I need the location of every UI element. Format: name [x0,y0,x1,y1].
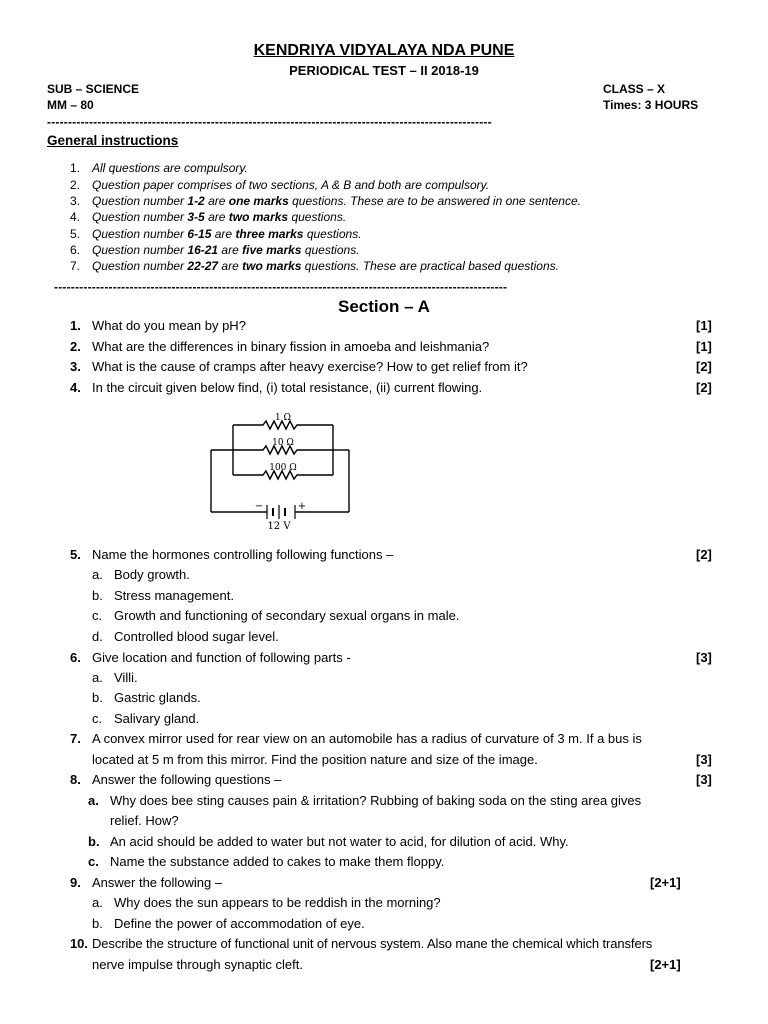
question-5-part: d. Controlled blood sugar level. [92,629,279,644]
circuit-diagram [205,405,355,535]
question-5-part: a. Body growth. [92,567,190,582]
question-8-part-a: a. Why does bee sting causes pain & irritation? Rubbing of baking soda on the sting area gives [88,793,642,808]
question-7-line-2: located at 5 m from this mirror. Find the position nature and size of the image. [92,752,538,767]
section-title: Section – A [338,297,430,316]
instruction-item: 7. Question number 22-27 are two marks questions. These are practical based questions. [70,259,559,273]
instruction-item: 1. All questions are compulsory. [70,161,248,175]
school-title: KENDRIYA VIDYALAYA NDA PUNE [253,42,515,59]
time-label: Times: 3 HOURS [603,98,699,112]
instruction-item: 5. Question number 6-15 are three marks questions. [70,227,362,241]
subject-label: SUB – SCIENCE [47,82,140,96]
question-9: 9. Answer the following – [70,875,223,890]
question-3-marks: [2] [696,359,712,374]
question-6-part: c. Salivary gland. [92,711,200,726]
question-9-part: a. Why does the sun appears to be reddish in the morning? [92,895,441,910]
question-10-marks: [2+1] [650,957,681,972]
question-9-marks: [2+1] [650,875,681,890]
question-3: 3. What is the cause of cramps after heavy exercise? How to get relief from it? [70,359,528,374]
question-5-marks: [2] [696,547,712,562]
question-10-line-2: nerve impulse through synaptic cleft. [92,957,303,972]
question-6: 6. Give location and function of following parts - [70,650,351,665]
resistor-3-label: 100 Ω [269,463,297,473]
resistor-1-label: 1 Ω [274,413,292,423]
question-8-part-a-line-2: relief. How? [110,813,179,828]
class-label: CLASS – X [603,82,666,96]
question-2: 2. What are the differences in binary fission in amoeba and leishmania? [70,339,490,354]
header-divider: ---------------------------------------------------------------------------------------------------------- [47,115,492,129]
question-8-part-c: c. Name the substance added to cakes to make them floppy. [88,854,445,869]
question-8-part-b: b. An acid should be added to water but not water to acid, for dilution of acid. Why. [88,834,569,849]
instructions-heading: General instructions [47,133,179,148]
question-7-marks: [3] [696,752,712,767]
test-title: PERIODICAL TEST – II 2018-19 [289,63,479,78]
question-4: 4. In the circuit given below find, (i) total resistance, (ii) current flowing. [70,380,483,395]
question-5-part: c. Growth and functioning of secondary sexual organs in male. [92,608,460,623]
battery-plus-label: + [297,501,307,512]
question-6-part: a. Villi. [92,670,138,685]
question-9-part: b. Define the power of accommodation of eye. [92,916,365,931]
question-5-part: b. Stress management. [92,588,234,603]
question-1-marks: [1] [696,318,712,333]
resistor-2-label: 10 Ω [272,438,294,448]
instruction-item: 2. Question paper comprises of two sections, A & B and both are compulsory. [70,178,490,192]
instruction-item: 4. Question number 3-5 are two marks questions. [70,210,347,224]
question-2-marks: [1] [696,339,712,354]
question-7: 7. A convex mirror used for rear view on an automobile has a radius of curvature of 3 m. If a bus is [70,731,642,746]
question-8: 8. Answer the following questions – [70,772,282,787]
max-marks-label: MM – 80 [47,98,94,112]
question-4-marks: [2] [696,380,712,395]
question-5: 5. Name the hormones controlling following functions – [70,547,394,562]
instructions-divider: ------------------------------------------------------------------------------------------------------------ [54,280,508,294]
question-6-marks: [3] [696,650,712,665]
battery-minus-label: − [254,501,264,512]
battery-voltage-label: 12 V [267,521,291,532]
question-10: 10. Describe the structure of functional unit of nervous system. Also mane the chemical which transfers [70,936,653,951]
question-8-marks: [3] [696,772,712,787]
instruction-item: 3. Question number 1-2 are one marks questions. These are to be answered in one sentence. [70,194,581,208]
question-6-part: b. Gastric glands. [92,690,201,705]
instruction-item: 6. Question number 16-21 are five marks questions. [70,243,360,257]
question-1: 1. What do you mean by pH? [70,318,246,333]
